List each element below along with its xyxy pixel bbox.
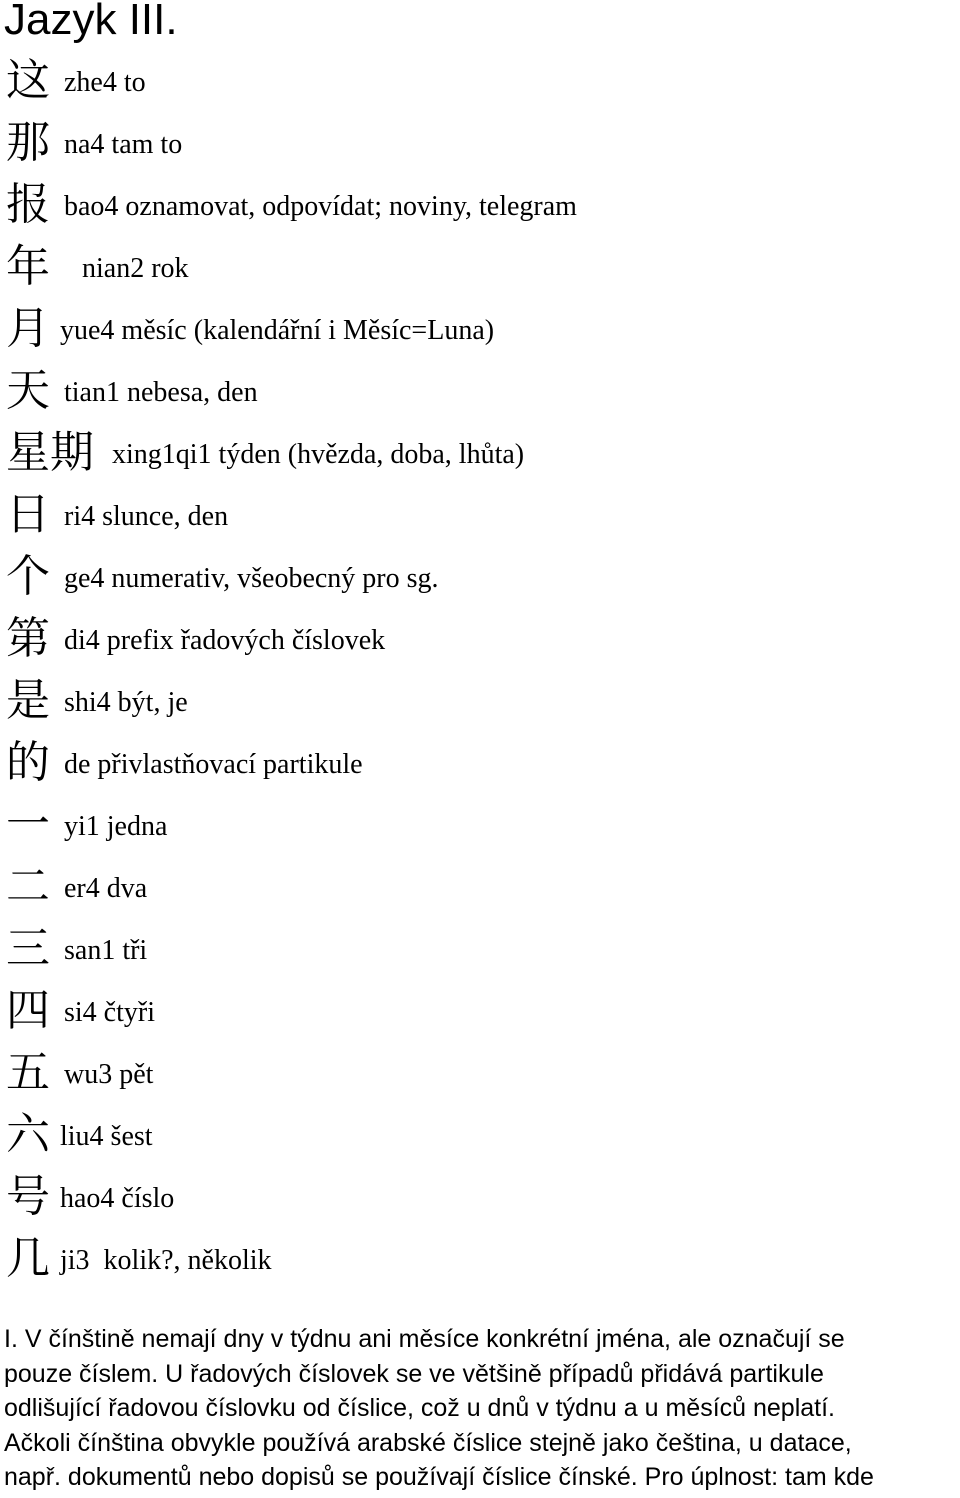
hanzi-character: 那 (6, 117, 50, 168)
hanzi-character: 三 (6, 923, 50, 974)
vocab-row-ge (0, 552, 960, 614)
vocab-row-bao (0, 180, 960, 242)
hanzi-character: 的 (6, 737, 50, 788)
vocab-row-wu (0, 1048, 960, 1110)
vocab-row-tian (0, 366, 960, 428)
pinyin-gloss: tian1 nebesa, den (64, 377, 258, 408)
pinyin-gloss: si4 čtyři (64, 997, 155, 1028)
pinyin-gloss: xing1qi1 týden (hvězda, doba, lhůta) (112, 439, 525, 470)
pinyin-gloss: bao4 oznamovat, odpovídat; noviny, telegram (64, 191, 577, 222)
vocab-row-yue (0, 304, 960, 366)
pinyin-gloss: hao4 číslo (60, 1183, 175, 1214)
vocab-row-de (0, 738, 960, 800)
hanzi-character: 是 (6, 675, 50, 726)
pinyin-gloss: na4 tam to (64, 129, 183, 160)
page-title: Jazyk III. (4, 0, 178, 44)
pinyin-gloss: di4 prefix řadových číslovek (64, 625, 386, 656)
hanzi-character: 月 (6, 303, 50, 354)
vocab-row-na (0, 118, 960, 180)
hanzi-character: 第 (6, 613, 50, 664)
pinyin-gloss: san1 tři (64, 935, 148, 966)
vocab-row-hao (0, 1172, 960, 1234)
vocab-row-zhe (0, 56, 960, 118)
hanzi-character: 号 (6, 1171, 50, 1222)
explanation-paragraph (4, 1322, 956, 1495)
pinyin-gloss: liu4 šest (60, 1121, 153, 1152)
hanzi-character: 星期 (6, 427, 94, 478)
pinyin-gloss: er4 dva (64, 873, 148, 904)
hanzi-character: 个 (6, 551, 50, 602)
paragraph-line: odlišující řadovou číslovku od číslice, což u dnů v týdnu a u měsíců neplatí. (4, 1394, 835, 1422)
pinyin-gloss: ji3 kolik?, několik (60, 1245, 272, 1276)
vocab-row-yi (0, 800, 960, 862)
hanzi-character: 年 (6, 241, 50, 292)
vocab-row-liu (0, 1110, 960, 1172)
paragraph-line: I. V čínštině nemají dny v týdnu ani měsíce konkrétní jména, ale označují se (4, 1325, 845, 1353)
vocab-row-si (0, 986, 960, 1048)
paragraph-line: pouze číslem. U řadových číslovek se ve většině případů přidává partikule (4, 1359, 824, 1388)
pinyin-gloss: yi1 jedna (64, 811, 168, 842)
pinyin-gloss: yue4 měsíc (kalendářní i Měsíc=Luna) (60, 315, 495, 346)
vocab-row-er (0, 862, 960, 924)
vocab-row-ri (0, 490, 960, 552)
hanzi-character: 日 (6, 489, 50, 540)
pinyin-gloss: de přivlastňovací partikule (64, 749, 363, 780)
vocab-row-shi (0, 676, 960, 738)
hanzi-character: 六 (6, 1109, 50, 1160)
paragraph-line: např. dokumentů nebo dopisů se používají číslice čínské. Pro úplnost: tam kde (4, 1463, 874, 1491)
vocab-row-san (0, 924, 960, 986)
pinyin-gloss: zhe4 to (64, 67, 146, 98)
hanzi-character: 报 (6, 179, 50, 230)
hanzi-character: 五 (6, 1047, 50, 1098)
vocab-row-di (0, 614, 960, 676)
vocab-row-nian (0, 242, 960, 304)
pinyin-gloss: ge4 numerativ, všeobecný pro sg. (64, 563, 439, 594)
pinyin-gloss: nian2 rok (82, 253, 189, 284)
pinyin-gloss: shi4 být, je (64, 687, 188, 718)
hanzi-character: 一 (6, 799, 50, 850)
hanzi-character: 四 (6, 985, 50, 1036)
vocab-row-ji (0, 1234, 960, 1296)
hanzi-character: 天 (6, 365, 50, 416)
hanzi-character: 这 (6, 55, 50, 106)
pinyin-gloss: wu3 pět (64, 1059, 154, 1090)
vocab-row-xingqi (0, 428, 960, 490)
hanzi-character: 二 (6, 861, 50, 912)
paragraph-line: Ačkoli čínština obvykle používá arabské číslice stejně jako čeština, u datace, (4, 1428, 852, 1457)
hanzi-character: 几 (6, 1233, 50, 1284)
pinyin-gloss: ri4 slunce, den (64, 501, 229, 532)
